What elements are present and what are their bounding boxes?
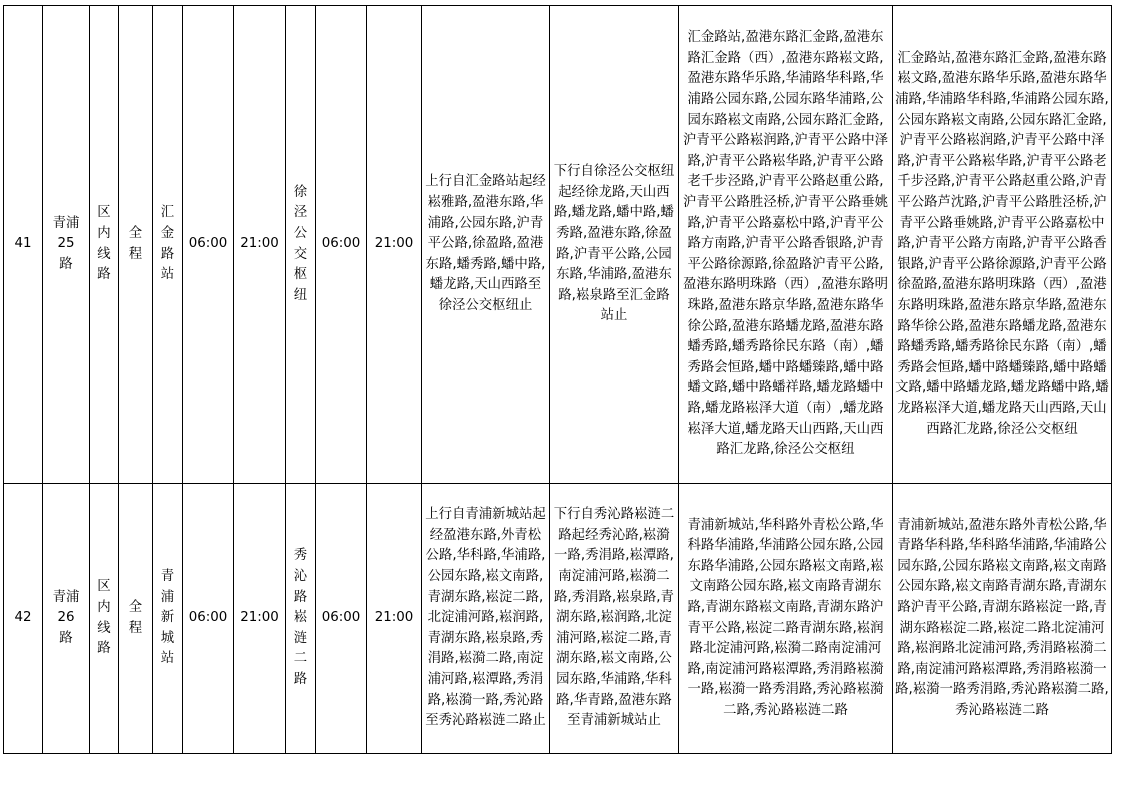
route-number-cell: 41 — [4, 6, 43, 484]
up-route-description-cell: 上行自汇金路站起经崧雅路,盈港东路,华浦路,公园东路,沪青平公路,徐盈路,盈港东路,蟠秀路,蟠中路,蟠龙路,天山西路至徐泾公交枢纽止 — [422, 6, 550, 484]
route-type-cell: 区内线路 — [90, 6, 119, 484]
down-route-description-cell: 下行自秀沁路崧涟二路起经秀沁路,崧漪一路,秀涓路,崧潭路,南淀浦河路,崧漪二路,秀涓路,崧泉路,青湖东路,崧润路,北淀浦河路,崧淀二路,青湖东路,崧文南路,公园东路,华浦路,华科路,华青路,盈港东路至青浦新城站止 — [550, 484, 679, 754]
down-last-bus-cell: 21:00 — [367, 484, 422, 754]
up-terminal-cell: 汇金路站 — [153, 6, 183, 484]
bus-routes-table — [3, 5, 1112, 754]
down-stops-cell: 汇金路站,盈港东路汇金路,盈港东路崧文路,盈港东路华乐路,盈港东路华浦路,华浦路华科路,华浦路公园东路,公园东路崧文南路,公园东路汇金路,沪青平公路崧润路,沪青平公路中泽路,沪青平公路崧华路,沪青平公路老千步泾路,沪青平公路赵重公路,沪青平公路芦沈路,沪青平公路胜泾桥,沪青平公路垂姚路,沪青平公路嘉松中路,沪青平公路方南路,沪青平公路香银路,沪青平公路徐源路,沪青平公路徐盈路,盈港东路明珠路（西）,盈港东路明珠路,盈港东路京华路,盈港东路华徐公路,盈港东路蟠龙路,盈港东路蟠秀路,蟠秀路徐民东路（南）,蟠秀路会恒路,蟠中路蟠臻路,蟠中路蟠文路,蟠中路蟠龙路,蟠龙路蟠中路,蟠龙路崧泽大道,蟠龙路天山西路,天山西路汇龙路,徐泾公交枢纽 — [893, 6, 1112, 484]
down-first-bus-cell: 06:00 — [316, 6, 367, 484]
down-first-bus-cell: 06:00 — [316, 484, 367, 754]
down-terminal-cell: 秀沁路崧涟二路 — [286, 484, 316, 754]
up-first-bus-cell: 06:00 — [183, 6, 234, 484]
table-row — [4, 484, 1112, 754]
table-row — [4, 6, 1112, 484]
down-stops-cell: 青浦新城站,盈港东路外青松公路,华青路华科路,华科路华浦路,华浦路公园东路,公园东路崧文南路,崧文南路公园东路,崧文南路青湖东路,青湖东路沪青平公路,青湖东路崧淀一路,青湖东路崧淀二路,崧淀二路北淀浦河路,崧润路北淀浦河路,秀涓路崧漪二路,南淀浦河路崧潭路,秀涓路崧漪一路,崧漪一路秀涓路,秀沁路崧漪二路,秀沁路崧涟二路 — [893, 484, 1112, 754]
down-route-description-cell: 下行自徐泾公交枢纽起经徐龙路,天山西路,蟠龙路,蟠中路,蟠秀路,盈港东路,徐盈路,沪青平公路,公园东路,华浦路,盈港东路,崧泉路至汇金路站止 — [550, 6, 679, 484]
route-coverage-cell: 全程 — [119, 484, 153, 754]
up-stops-cell: 汇金路站,盈港东路汇金路,盈港东路汇金路（西）,盈港东路崧文路,盈港东路华乐路,华浦路华科路,华浦路公园东路,公园东路华浦路,公园东路崧文南路,公园东路汇金路,沪青平公路崧润路,沪青平公路中泽路,沪青平公路崧华路,沪青平公路老千步泾路,沪青平公路赵重公路,沪青平公路胜泾桥,沪青平公路垂姚路,沪青平公路嘉松中路,沪青平公路方南路,沪青平公路香银路,沪青平公路徐源路,徐盈路沪青平公路,盈港东路明珠路（西）,盈港东路明珠路,盈港东路京华路,盈港东路华徐公路,盈港东路蟠龙路,盈港东路蟠秀路,蟠秀路徐民东路（南）,蟠秀路会恒路,蟠中路蟠臻路,蟠中路蟠文路,蟠中路蟠祥路,蟠龙路蟠中路,蟠龙路崧泽大道（南）,蟠龙路崧泽大道,蟠龙路天山西路,天山西路汇龙路,徐泾公交枢纽 — [679, 6, 893, 484]
up-terminal-cell: 青浦新城站 — [153, 484, 183, 754]
route-name-cell: 青浦26路 — [43, 484, 90, 754]
route-number-cell: 42 — [4, 484, 43, 754]
down-last-bus-cell: 21:00 — [367, 6, 422, 484]
up-first-bus-cell: 06:00 — [183, 484, 234, 754]
down-terminal-cell: 徐泾公交枢纽 — [286, 6, 316, 484]
up-stops-cell: 青浦新城站,华科路外青松公路,华科路华浦路,华浦路公园东路,公园东路华浦路,公园东路崧文南路,崧文南路公园东路,崧文南路青湖东路,青湖东路崧文南路,青湖东路沪青平公路,崧淀二路青湖东路,崧润路北淀浦河路,崧漪二路南淀浦河路,南淀浦河路崧潭路,秀涓路崧漪一路,崧漪一路秀涓路,秀沁路崧漪二路,秀沁路崧涟二路 — [679, 484, 893, 754]
route-coverage-cell: 全程 — [119, 6, 153, 484]
up-last-bus-cell: 21:00 — [234, 6, 286, 484]
up-route-description-cell: 上行自青浦新城站起经盈港东路,外青松公路,华科路,华浦路,公园东路,崧文南路,青湖东路,崧淀二路,北淀浦河路,崧润路,青湖东路,崧泉路,秀涓路,崧漪二路,南淀浦河路,崧潭路,秀涓路,崧漪一路,秀沁路至秀沁路崧涟二路止 — [422, 484, 550, 754]
up-last-bus-cell: 21:00 — [234, 484, 286, 754]
route-name-cell: 青浦25路 — [43, 6, 90, 484]
route-type-cell: 区内线路 — [90, 484, 119, 754]
